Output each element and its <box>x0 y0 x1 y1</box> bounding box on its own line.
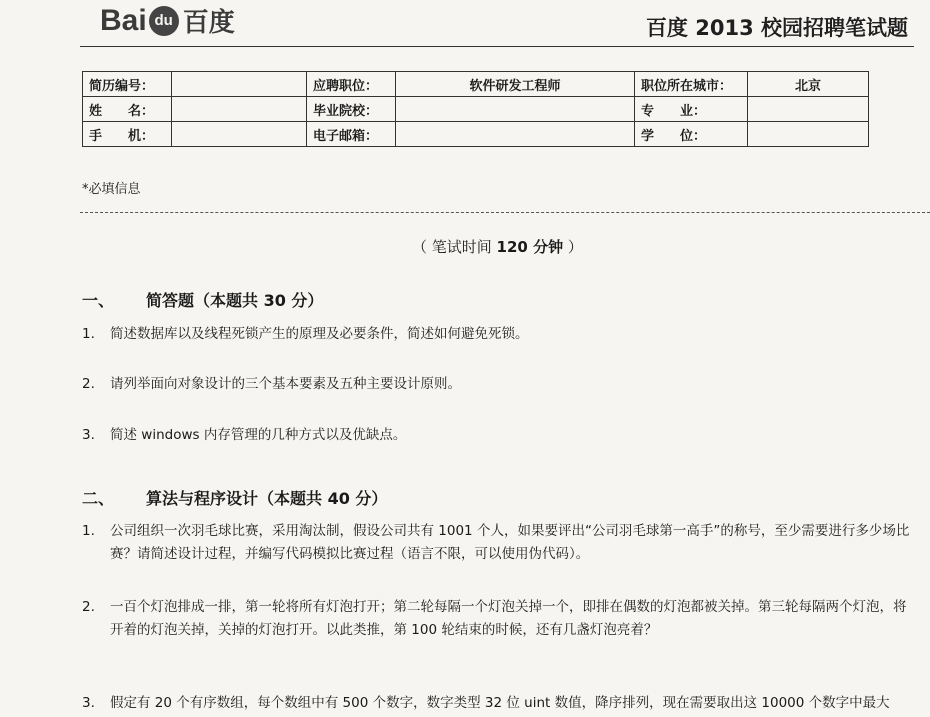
section-title <box>82 288 323 311</box>
section-number: 二、 <box>82 489 115 508</box>
question-text: 一百个灯泡排成一排，第一轮将所有灯泡打开；第二轮每隔一个灯泡关掉一个，即排在偶数的灯泡都被关掉。第三轮每隔两个灯泡，将开着的灯泡关掉，关掉的灯泡打开。以此类推，第 100 轮结束的时候，还有几盏灯泡亮着？ <box>110 599 907 638</box>
field-major[interactable] <box>748 97 869 122</box>
section-title <box>82 486 387 509</box>
logo-chinese: 百度 <box>182 7 235 37</box>
required-note: *必填信息 <box>82 182 141 197</box>
question-number: 3. <box>82 695 95 711</box>
field-position[interactable]: 软件研发工程师 <box>396 72 635 97</box>
question-item <box>82 520 910 566</box>
question-number: 2. <box>82 376 95 392</box>
dashed-divider <box>80 212 930 213</box>
time-note-prefix: （ 笔试时间 <box>412 238 497 256</box>
question-text: 简述数据库以及线程死锁产生的原理及必要条件，简述如何避免死锁。 <box>110 326 529 342</box>
field-school[interactable] <box>396 97 635 122</box>
logo-text: Bai <box>100 3 147 37</box>
time-note-suffix: ） <box>563 238 583 256</box>
field-name[interactable] <box>172 97 307 122</box>
question-number: 3. <box>82 427 95 443</box>
exam-time-note <box>412 236 583 257</box>
label-resume-no: 简历编号： <box>83 72 172 97</box>
label-email: 电子邮箱： <box>307 122 396 147</box>
question-number: 1. <box>82 523 95 539</box>
question-number: 2. <box>82 599 95 615</box>
label-position: 应聘职位： <box>307 72 396 97</box>
section-heading: 算法与程序设计（本题共 40 分） <box>146 489 388 508</box>
label-city: 职位所在城市： <box>635 72 748 97</box>
field-phone[interactable] <box>172 122 307 147</box>
question-number: 1. <box>82 326 95 342</box>
time-note-minutes: 120 分钟 <box>496 238 564 256</box>
table-row <box>83 122 869 147</box>
question-item <box>82 692 910 715</box>
field-degree[interactable] <box>748 122 869 147</box>
field-city[interactable]: 北京 <box>748 72 869 97</box>
question-item <box>82 373 910 396</box>
table-row <box>83 72 869 97</box>
question-text: 公司组织一次羽毛球比赛，采用淘汰制，假设公司共有 1001 个人，如果要评出“公司羽毛球第一高手”的称号，至少需要进行多少场比赛？请简述设计过程，并编写代码模拟比赛过程（语言不限，可以使用伪代码）。 <box>110 523 910 562</box>
question-text: 简述 windows 内存管理的几种方式以及优缺点。 <box>110 427 407 443</box>
label-degree: 学 位： <box>635 122 748 147</box>
applicant-info-table <box>82 71 869 147</box>
field-resume-no[interactable] <box>172 72 307 97</box>
section-heading: 简答题（本题共 30 分） <box>146 291 324 310</box>
question-item <box>82 323 910 346</box>
question-item <box>82 424 910 447</box>
label-name: 姓 名： <box>83 97 172 122</box>
table-row <box>83 97 869 122</box>
question-item <box>82 596 910 642</box>
paw-icon: du <box>149 6 179 36</box>
label-school: 毕业院校： <box>307 97 396 122</box>
question-text: 假定有 20 个有序数组，每个数组中有 500 个数字，数字类型 32 位 uint 数值，降序排列，现在需要取出这 10000 个数字中最大 <box>110 695 890 711</box>
section-number: 一、 <box>82 291 115 310</box>
label-major: 专 业： <box>635 97 748 122</box>
header-divider <box>80 46 914 47</box>
baidu-logo <box>100 2 235 39</box>
label-phone: 手 机： <box>83 122 172 147</box>
page-title: 百度 2013 校园招聘笔试题 <box>645 16 908 40</box>
question-text: 请列举面向对象设计的三个基本要素及五种主要设计原则。 <box>110 376 461 392</box>
field-email[interactable] <box>396 122 635 147</box>
